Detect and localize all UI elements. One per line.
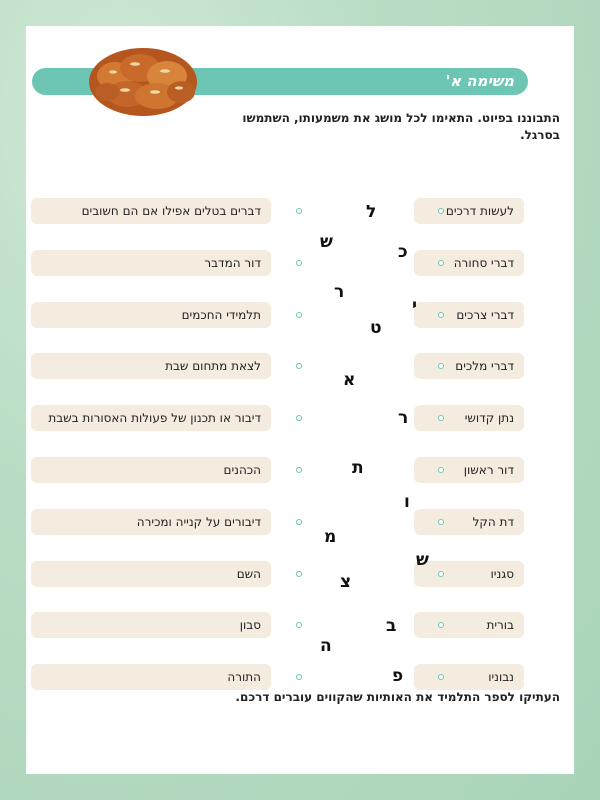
hidden-letter: ל [366, 202, 377, 222]
meaning-item: דור המדבר [31, 250, 271, 276]
meaning-dot[interactable] [296, 467, 302, 473]
hidden-letter: כ [398, 242, 408, 262]
term-dot[interactable] [438, 622, 444, 628]
hidden-letter: ש [320, 232, 333, 252]
term-item: נתן קדושי [414, 405, 524, 431]
challah-bread-image [85, 38, 201, 124]
term-dot[interactable] [438, 415, 444, 421]
meaning-dot[interactable] [296, 674, 302, 680]
meaning-dot[interactable] [296, 312, 302, 318]
meaning-item: התורה [31, 664, 271, 690]
term-item: לעשות דרכים [414, 198, 524, 224]
meaning-item: דברים בטלים אפילו אם הם חשובים [31, 198, 271, 224]
meaning-dot[interactable] [296, 208, 302, 214]
term-item: דת הקל [414, 509, 524, 535]
hidden-letter: ש [416, 550, 429, 570]
meaning-item: סבון [31, 612, 271, 638]
term-dot[interactable] [438, 467, 444, 473]
term-item: בורית [414, 612, 524, 638]
hidden-letter: ט [370, 318, 382, 338]
term-item: דברי סחורה [414, 250, 524, 276]
hidden-letter: ת [352, 458, 364, 478]
term-item: נבוניו [414, 664, 524, 690]
hidden-letter: פ [392, 666, 404, 686]
meaning-item: תלמידי החכמים [31, 302, 271, 328]
footer-instruction: העתיקו לספר התלמיד את האותיות שהקווים עוברים דרכם. [235, 690, 560, 704]
meaning-dot[interactable] [296, 363, 302, 369]
meaning-dot[interactable] [296, 622, 302, 628]
meaning-dot[interactable] [296, 415, 302, 421]
term-item: דברי מלכים [414, 353, 524, 379]
hidden-letter: צ [340, 572, 352, 592]
hidden-letter: מ [324, 527, 337, 547]
term-dot[interactable] [438, 363, 444, 369]
meaning-dot[interactable] [296, 571, 302, 577]
term-item: סגניו [414, 561, 524, 587]
task-title: משימה א' [445, 72, 514, 90]
hidden-letter: ב [386, 616, 397, 636]
meaning-item: השם [31, 561, 271, 587]
hidden-letter: י [412, 296, 418, 316]
term-item: דברי צרכים [414, 302, 524, 328]
term-dot[interactable] [438, 571, 444, 577]
hidden-letter: ר [334, 282, 345, 302]
instructions: התבוננו בפיוט. התאימו לכל מושג את משמעותו, השתמשו בסרגל. [242, 111, 560, 142]
term-dot[interactable] [438, 260, 444, 266]
hidden-letter: ה [320, 636, 332, 656]
meaning-item: הכהנים [31, 457, 271, 483]
term-item: דור ראשון [414, 457, 524, 483]
term-dot[interactable] [438, 519, 444, 525]
meaning-item: דיבור או תכנון של פעולות האסורות בשבת [31, 405, 271, 431]
hidden-letter: ר [398, 408, 409, 428]
term-dot[interactable] [438, 674, 444, 680]
meaning-dot[interactable] [296, 260, 302, 266]
term-dot[interactable] [438, 208, 444, 214]
meaning-item: לצאת מתחום שבת [31, 353, 271, 379]
term-dot[interactable] [438, 312, 444, 318]
hidden-letter: א [343, 370, 356, 390]
meaning-item: דיבורים על קנייה ומכירה [31, 509, 271, 535]
meaning-dot[interactable] [296, 519, 302, 525]
hidden-letter: ו [404, 492, 410, 512]
